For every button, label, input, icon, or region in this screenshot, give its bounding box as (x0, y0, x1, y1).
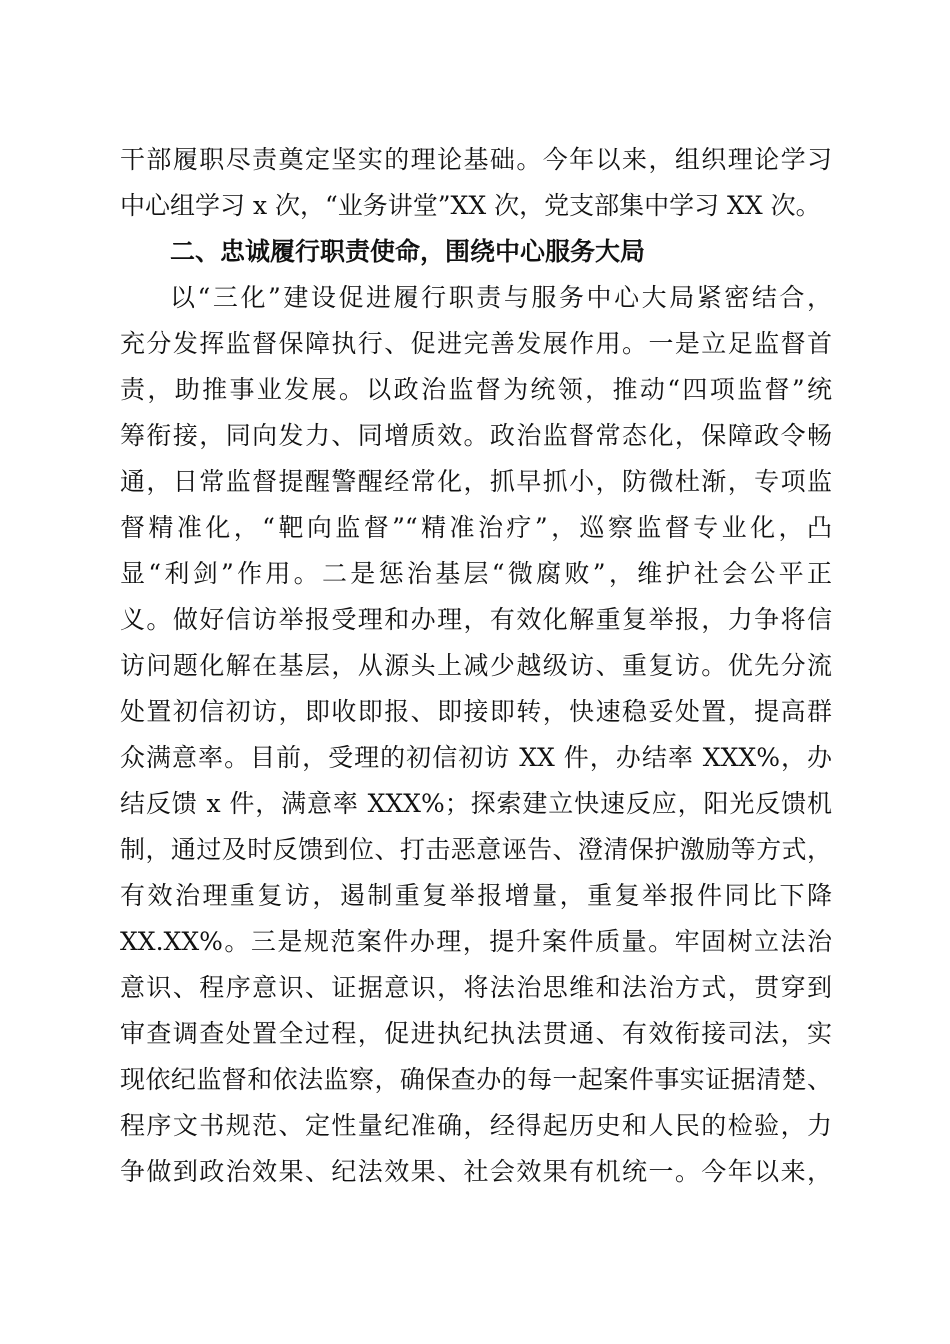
paragraph-line: 制，通过及时反馈到位、打击恶意诬告、澄清保护激励等方式， (120, 835, 832, 864)
paragraph-line: 有效治理重复访，遏制重复举报增量，重复举报件同比下降 (120, 881, 832, 910)
paragraph-line: 众满意率。目前，受理的初信初访 XX 件，办结率 XXX%，办 (120, 743, 832, 772)
paragraph-line: 审查调查处置全过程，促进执纪执法贯通、有效衔接司法，实 (120, 1019, 832, 1048)
paragraph-line: 干部履职尽责奠定坚实的理论基础。今年以来，组织理论学习 (120, 145, 832, 174)
paragraph-line: 筹衔接，同向发力、同增质效。政治监督常态化，保障政令畅 (120, 421, 832, 450)
paragraph-line: 通，日常监督提醒警醒经常化，抓早抓小，防微杜渐，专项监 (120, 467, 832, 496)
paragraph-line: 中心组学习 x 次，“业务讲堂”XX 次，党支部集中学习 XX 次。 (120, 191, 821, 220)
paragraph-line: 结反馈 x 件，满意率 XXX%；探索建立快速反应，阳光反馈机 (120, 789, 832, 818)
paragraph-line: 处置初信初访，即收即报、即接即转，快速稳妥处置，提高群 (120, 697, 832, 726)
paragraph-line: 督精准化，“靶向监督”“精准治疗”，巡察监督专业化，凸 (120, 513, 832, 542)
paragraph-line: 程序文书规范、定性量纪准确，经得起历史和人民的检验，力 (120, 1111, 832, 1140)
paragraph-line: 责，助推事业发展。以政治监督为统领，推动“四项监督”统 (120, 375, 832, 404)
paragraph-line: 显“利剑”作用。二是惩治基层“微腐败”，维护社会公平正 (120, 559, 832, 588)
paragraph-line: 访问题化解在基层，从源头上减少越级访、重复访。优先分流 (120, 651, 832, 680)
paragraph-line: 意识、程序意识、证据意识，将法治思维和法治方式，贯穿到 (120, 973, 832, 1002)
section-heading: 二、忠诚履行职责使命，围绕中心服务大局 (170, 237, 646, 266)
paragraph-line: 争做到政治效果、纪法效果、社会效果有机统一。今年以来， (120, 1157, 832, 1186)
paragraph-line: XX.XX%。三是规范案件办理，提升案件质量。牢固树立法治 (120, 927, 832, 956)
paragraph-line: 以“三化”建设促进履行职责与服务中心大局紧密结合， (170, 283, 832, 312)
paragraph-line: 义。做好信访举报受理和办理，有效化解重复举报，力争将信 (120, 605, 832, 634)
paragraph-line: 现依纪监督和依法监察，确保查办的每一起案件事实证据清楚、 (120, 1065, 832, 1094)
paragraph-line: 充分发挥监督保障执行、促进完善发展作用。一是立足监督首 (120, 329, 832, 358)
